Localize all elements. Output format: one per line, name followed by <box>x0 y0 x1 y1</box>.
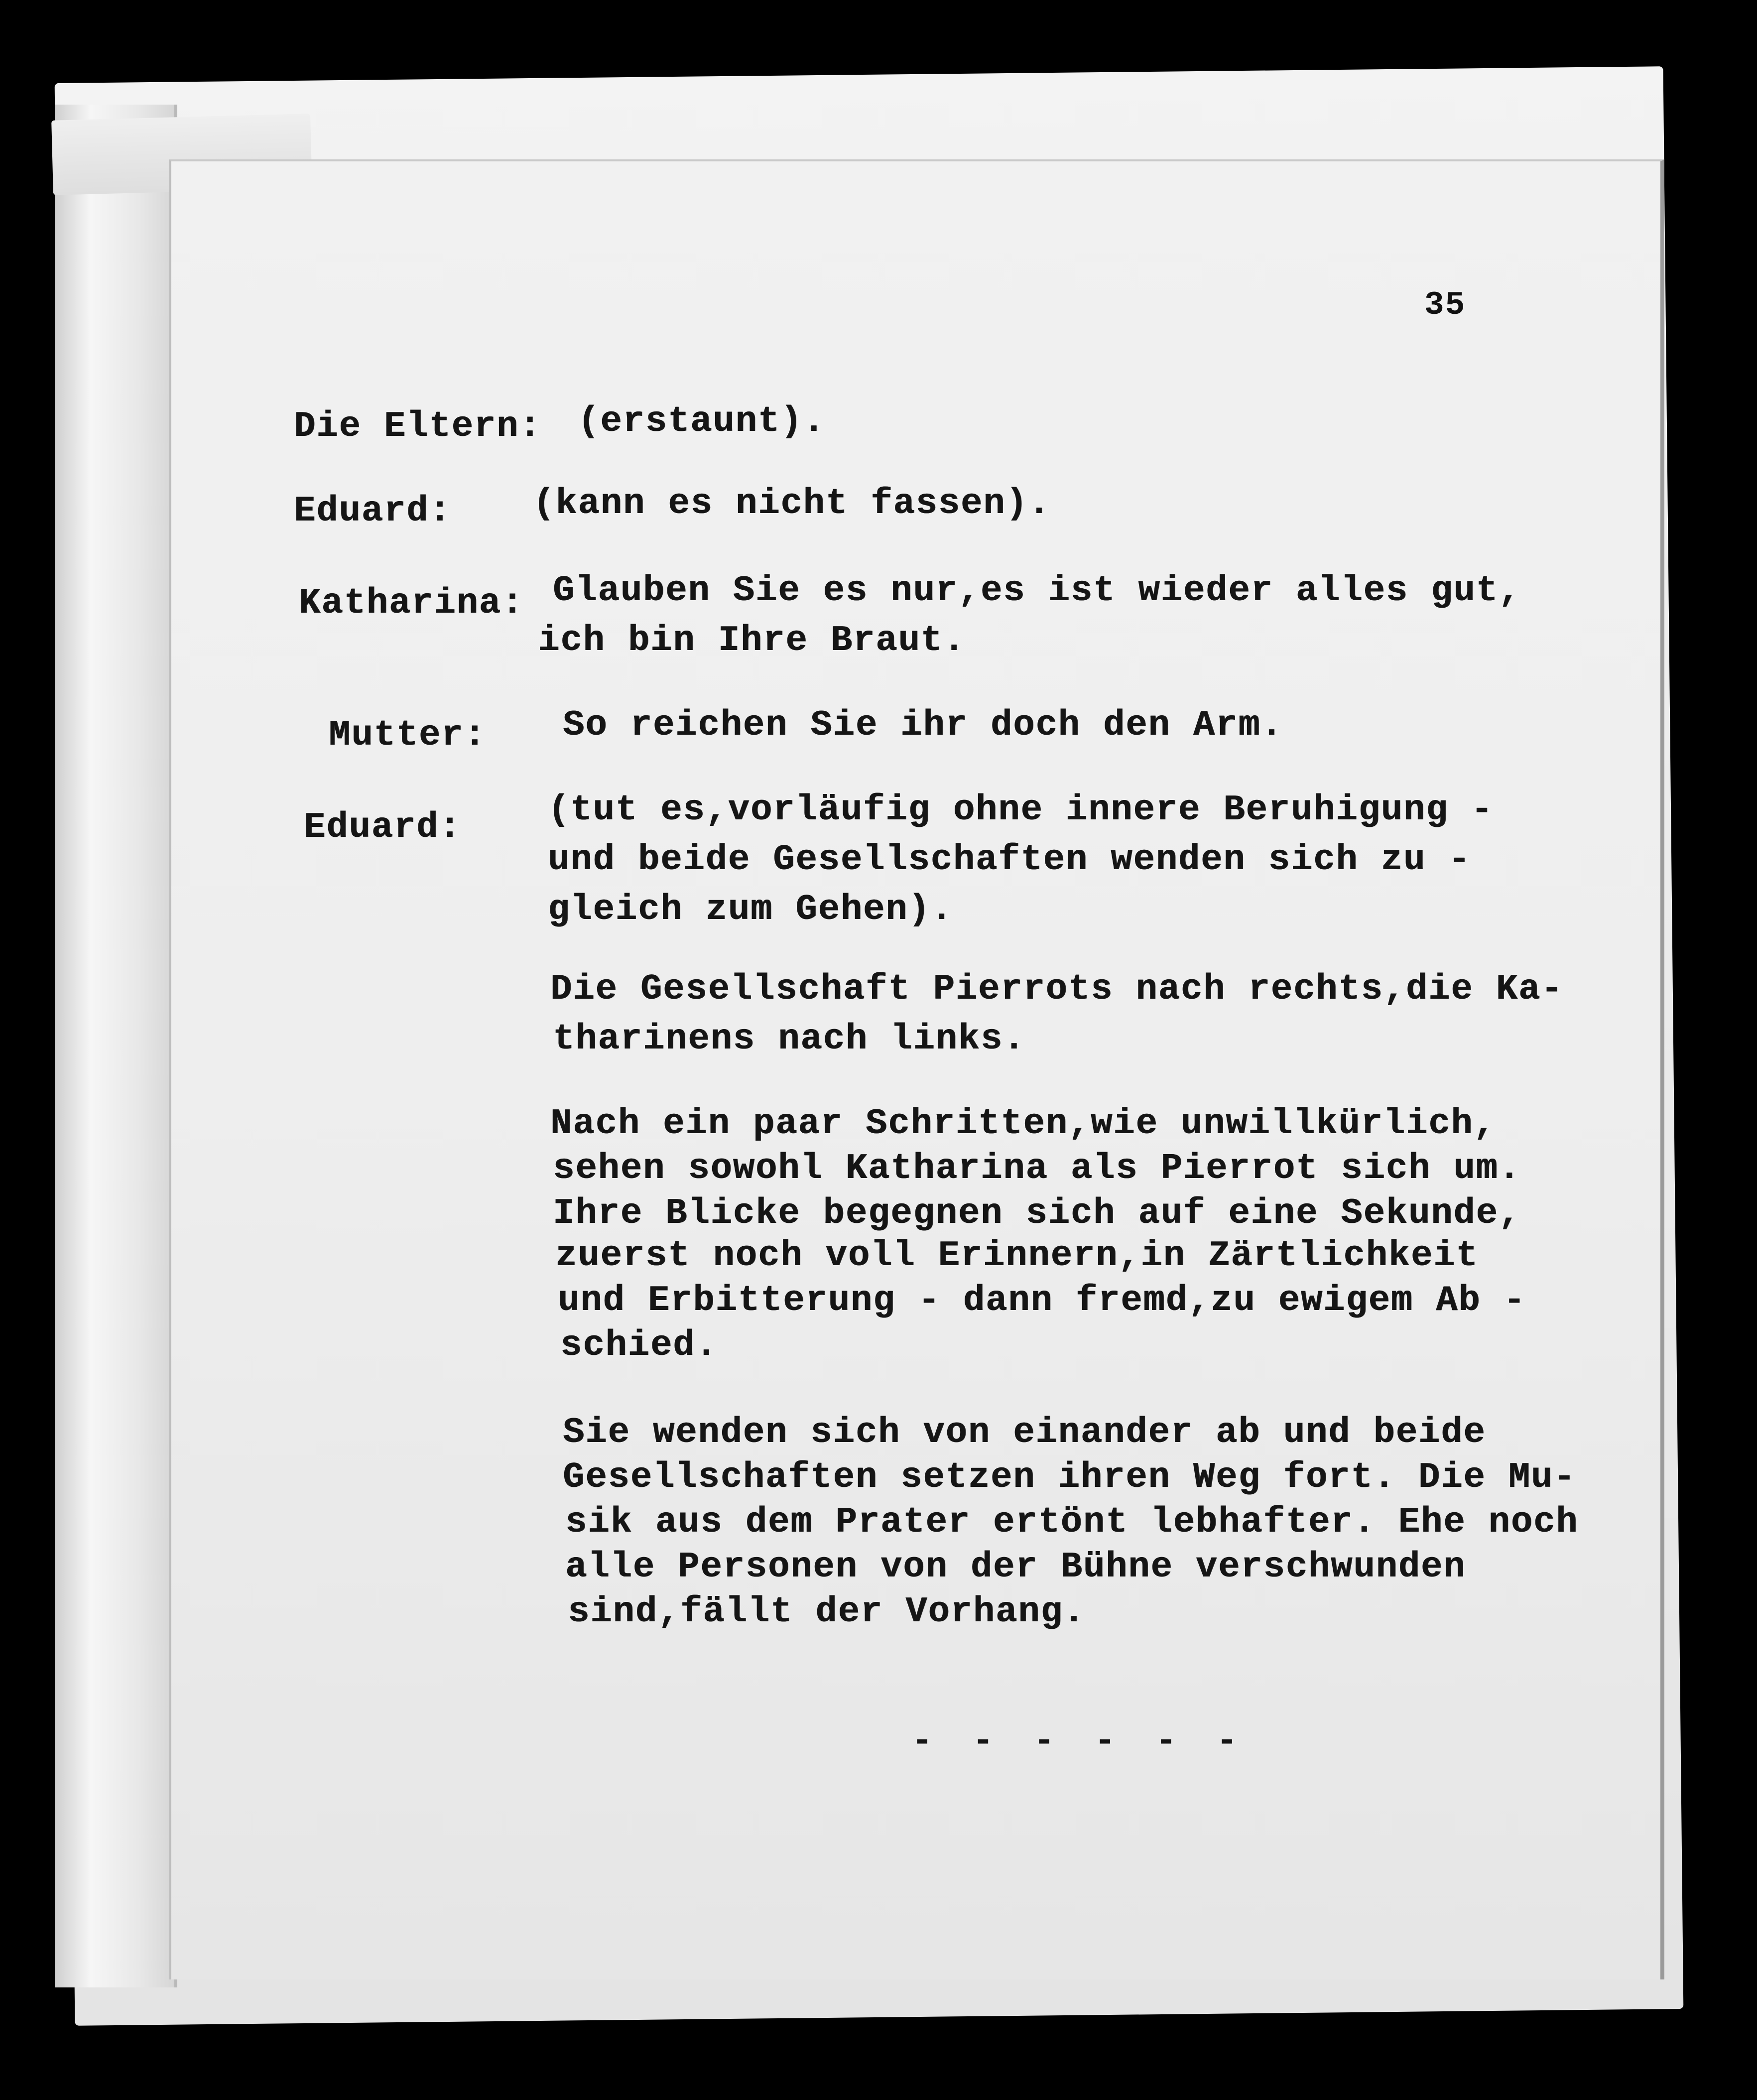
speaker-mutter: Mutter: <box>329 715 487 756</box>
stage-direction-2-line-4: zuerst noch voll Erinnern,in Zärtlichkeit <box>555 1235 1479 1276</box>
line-eltern: (erstaunt). <box>578 401 826 442</box>
binding-strip <box>55 105 177 1987</box>
line-mutter: So reichen Sie ihr doch den Arm. <box>563 705 1283 746</box>
stage-direction-3-line-3: sik aus dem Prater ertönt lebhafter. Ehe noch <box>565 1502 1579 1543</box>
line-eduard-2a: (tut es,vorläufig ohne innere Beruhigung - <box>548 789 1494 830</box>
stage-direction-3-line-1: Sie wenden sich von einander ab und beide <box>563 1412 1486 1453</box>
stage-direction-1-line-2: tharinens nach links. <box>553 1019 1026 1059</box>
stage-direction-2-line-6: schied. <box>560 1325 718 1366</box>
stage-direction-3-line-4: alle Personen von der Bühne verschwunden <box>565 1547 1466 1587</box>
speaker-eduard-2: Eduard: <box>304 807 462 848</box>
line-katharina-2: ich bin Ihre Braut. <box>538 620 966 661</box>
stage-direction-1-line-1: Die Gesellschaft Pierrots nach rechts,die Ka- <box>550 969 1564 1010</box>
page-number: 35 <box>1424 286 1466 324</box>
stage-direction-2-line-2: sehen sowohl Katharina als Pierrot sich um. <box>553 1148 1521 1189</box>
stage-direction-3-line-2: Gesellschaften setzen ihren Weg fort. Die Mu- <box>563 1457 1576 1498</box>
speaker-eltern: Die Eltern: <box>294 406 542 447</box>
speaker-katharina: Katharina: <box>299 583 524 624</box>
line-eduard: (kann es nicht fassen). <box>533 483 1051 524</box>
line-katharina-1: Glauben Sie es nur,es ist wieder alles gut, <box>553 570 1521 611</box>
line-eduard-2b: und beide Gesellschaften wenden sich zu - <box>548 839 1471 880</box>
stage-direction-2-line-1: Nach ein paar Schritten,wie unwillkürlich, <box>550 1103 1496 1144</box>
speaker-eduard: Eduard: <box>294 491 452 531</box>
stage-direction-3-line-5: sind,fällt der Vorhang. <box>568 1591 1086 1632</box>
end-mark: - - - - - - <box>911 1721 1247 1762</box>
line-eduard-2c: gleich zum Gehen). <box>548 889 953 930</box>
stage-direction-2-line-3: Ihre Blicke begegnen sich auf eine Sekunde, <box>553 1193 1521 1234</box>
stage-direction-2-line-5: und Erbitterung - dann fremd,zu ewigem Ab - <box>558 1280 1526 1321</box>
